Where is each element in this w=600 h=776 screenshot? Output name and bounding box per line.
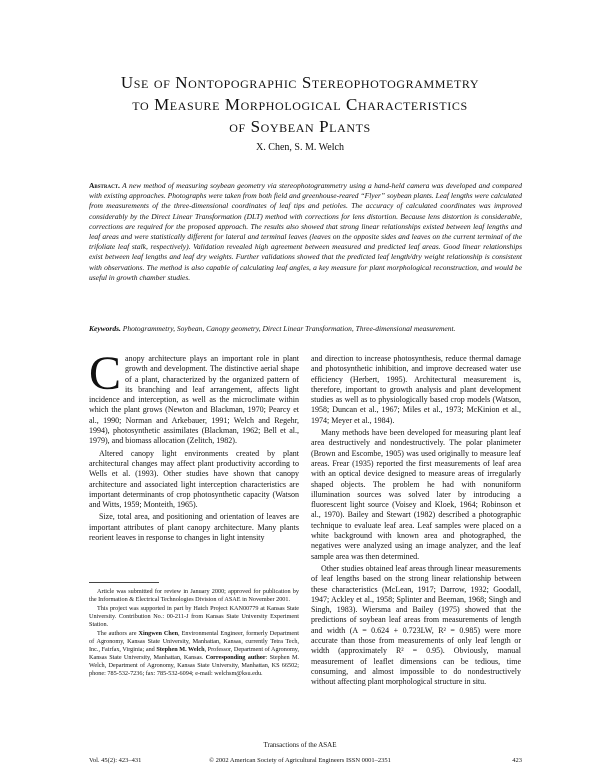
body-column-left: [89, 347, 299, 543]
abstract-label: Abstract.: [89, 181, 120, 190]
title-line-3: of Soybean Plants: [229, 117, 371, 136]
footnote-text: , Professor, Department of Agronomy, Kansas State University, Manhattan, Kansas.: [89, 646, 299, 661]
footnote-authors: [89, 630, 299, 678]
body-paragraph: [89, 347, 299, 447]
footnote-text: , Environmental Engineer, formerly Department of Agronomy, Kansas State University, Manhattan, Kansas, currently Tetra Tech, Inc., Fairfax, Virginia; and: [89, 630, 299, 653]
title-line-2: to Measure Morphological Characteristics: [132, 95, 468, 114]
body-paragraph: Altered canopy light environments created by plant architectural changes may affect plant productivity according to Wells et al. (1993). Other studies have shown that canopy architecture and associated light interception characteristics are important determinants of crop photosynthetic capacity (Watson and Witts, 1959; Monteith, 1965).: [89, 448, 299, 510]
footnotes: [89, 588, 299, 679]
body-column-right: [311, 354, 521, 688]
volume-info: Vol. 45(2): 423–431: [89, 757, 142, 764]
journal-name: Transactions of the ASAE: [263, 741, 337, 749]
author-list: X. Chen, S. M. Welch: [256, 142, 344, 153]
corresponding-label: Corresponding author: [205, 654, 266, 661]
abstract: [89, 181, 522, 283]
copyright-line: © 2002 American Society of Agricultural Engineers ISSN 0001–2351: [209, 757, 391, 764]
title-line-1: Use of Nontopographic Stereophotogrammetry: [120, 73, 480, 92]
body-paragraph: Other studies obtained leaf areas through linear measurements of leaf lengths based on the strong linear relationship between these characteristics (McLean, 1917; Darrow, 1932; Goodall, 1947; Ackley et al., 1958; Splinter and Beeman, 1968; Singh and Singh, 1983). Wiersma and Bailey (1975) showed that the predictions of soybean leaf areas from measurements of length and width (A = 0.624 + 0.723LW, R² = 0.985) were more accurate than those from measurements of only leaf length or width (approximately R² = 0.95). Obviously, manual measurement of leaflet dimensions can be tedious, time consuming, and almost impossible to do nondestructively without affecting plant morphological structure in situ.: [311, 563, 521, 687]
author-name: Xingwen Chen: [138, 630, 179, 637]
drop-cap: C: [89, 347, 122, 400]
body-paragraph: and direction to increase photosynthesis, reduce thermal damage and photosynthetic inhibition, and improve decreased water use efficiency (Herbert, 1995). Architectural measurement is, therefore, important to growth analysis and plant development studies as well as to physiologically based crop models (Watson, 1958; Duncan et al., 1967; Miles et al., 1973; McKinion et al., 1974; Meyer et al., 1984).: [311, 354, 521, 425]
body-paragraph: Many methods have been developed for measuring plant leaf area destructively and nondestructively. The polar planimeter (Brown and Escombe, 1905) was used originally to measure leaf areas. Frear (1935) reported the first measurements of leaf area with an optical device designed to measure areas of irregularly shaped objects. The problem he had with nonuniform illumination sources was solved later by introducing a fluorescent light source (Voisey and Kloek, 1964; Robinson et al., 1970). Bailey and Stewart (1982) described a photographic technique to evaluate leaf area. Leaf samples were placed on a white background with known area and photographed, the negatives were analyzed using an image analyzer, and the leaf sample area was then determined.: [311, 428, 521, 561]
body-paragraph: Size, total area, and positioning and orientation of leaves are important attributes of plant canopy architecture. Many plants reorient leaves in response to changes in light intensity: [89, 512, 299, 543]
footnote-text: The authors are: [97, 630, 139, 637]
abstract-text: A new method of measuring soybean geometry via stereophotogrammetry using a hand-held camera was developed and compared with existing approaches. Photographs were taken from both field and greenhouse-reared “Flyer” soybean plants. Leaf lengths were calculated from measurements of the three-dimensional coordinates of leaf tips and petioles. The accuracy of calculated coordinates was improved considerably by the Direct Linear Transformation (DLT) method with corrections for lens distortion. Because lens distortion is considerable, corrections are required for the proposed approach. The results also showed that strong linear relationships existed between leaf lengths and leaf areas and were statistically different for lateral and terminal leaves (leaves on the opposite sides and leaves on the current terminal of the trifoliate leaf stalk, respectively). Validation revealed high agreement between measured and predicted leaf areas. Good linear relationships exist between leaf lengths and leaf dry weights. Further validations showed that the predicted leaf length/dry weight relationship is consistent with observations. The method is also capable of calculating leaf angles, a key measure for plant morphological reconstruction, and would be useful in growth chamber studies.: [89, 181, 522, 282]
page-number: 423: [512, 757, 522, 764]
paragraph-text: anopy architecture plays an important role in plant growth and development. The distinctive aerial shape of a plant, characterized by the organized pattern of its branching and leaf arrangement, affects light incidence and interception, as well as the microclimate within which the plant grows (Newton and Blackman, 1970; Pearcy et al., 1990; Norman and Arkebauer, 1991; Welch and Regehr, 1994), photosynthetic assimilates (Blackman, 1962; Bell et al., 1979), and biomass allocation (Zelitch, 1982).: [89, 354, 299, 446]
author-name: Stephen M. Welch: [156, 646, 205, 653]
footnote-divider: [89, 582, 159, 583]
footnote: This project was supported in part by Hatch Project KAN00779 at Kansas State University. Contribution No.: 00-211-J from Kansas State University Experiment Station.: [89, 605, 299, 628]
footnote-text: : Stephen M. Welch, Department of Agronomy, Kansas State University, Manhattan, KS 66502; phone: 785-532-7236; fax: 785-532-6094; e-mail: welchsm@ksu.edu.: [89, 654, 299, 677]
footnote: Article was submitted for review in January 2000; approved for publication by the Information & Electrical Technologies Division of ASAE in November 2001.: [89, 588, 299, 603]
keywords: [89, 324, 522, 334]
keywords-text: Photogrammetry, Soybean, Canopy geometry, Direct Linear Transformation, Three-dimensional measurement.: [122, 324, 456, 333]
paper-title: [0, 72, 600, 138]
keywords-label: Keywords.: [89, 324, 121, 333]
